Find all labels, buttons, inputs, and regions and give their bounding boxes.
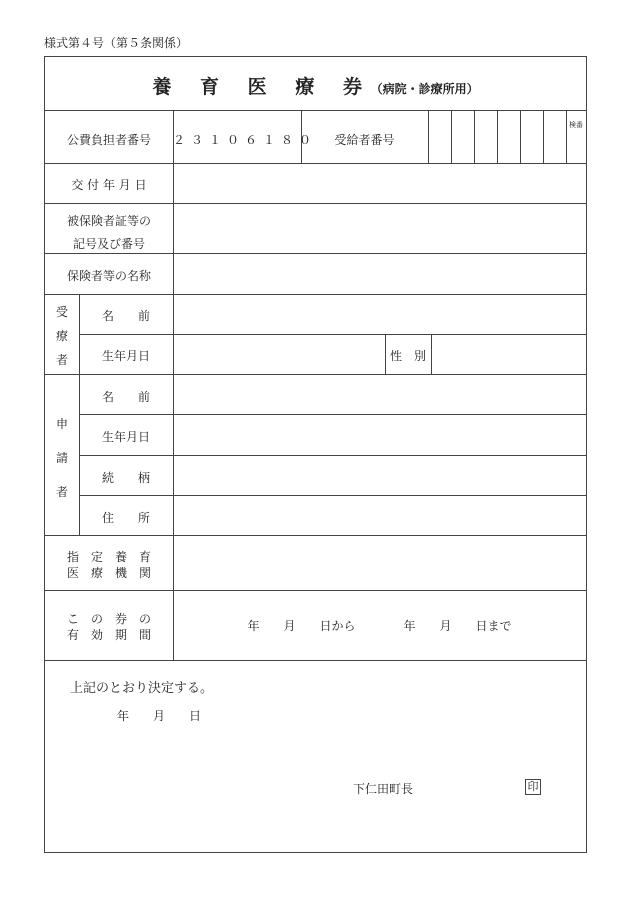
group-char: 者 <box>55 353 68 367</box>
form-title <box>45 72 586 99</box>
applicant-birth-label: 生年月日 <box>101 430 150 444</box>
patient-name-label: 名 前 <box>101 309 150 323</box>
group-char: 者 <box>55 485 68 499</box>
decision-date: 年 月 日 <box>117 709 202 723</box>
validity-label-line2: 有 効 期 間 <box>66 628 151 642</box>
digit-box-divider <box>497 110 498 163</box>
column-divider <box>173 110 174 660</box>
applicant-group-label <box>45 407 79 509</box>
mayor-title: 下仁田町長 <box>353 782 414 796</box>
patient-birth-label: 生年月日 <box>101 349 150 363</box>
divider <box>79 414 586 415</box>
applicant-address-label: 住 所 <box>101 511 150 525</box>
digit-box-divider <box>474 110 475 163</box>
digit-box-divider <box>566 110 567 163</box>
validity-period-text: 年 月 日から 年 月 日まで <box>247 619 512 633</box>
divider <box>45 590 586 591</box>
insurance-id-label-line2: 記号及び番号 <box>72 237 145 251</box>
decision-statement: 上記のとおり決定する。 <box>70 681 214 696</box>
burden-number-label: 公費負担者番号 <box>66 133 151 147</box>
title-char: 育 <box>200 76 221 98</box>
patient-sex-label: 性 別 <box>389 349 426 363</box>
form-number-label: 様式第４号（第５条関係） <box>44 36 189 50</box>
patient-group-label <box>45 300 79 372</box>
insurance-id-label-line1: 被保険者証等の <box>66 214 151 228</box>
issue-date-label: 交 付 年 月 日 <box>71 178 147 192</box>
title-char: 券 <box>342 76 363 98</box>
column-divider <box>79 294 80 535</box>
divider <box>45 253 586 254</box>
seal-mark: 印 <box>525 779 541 795</box>
divider <box>45 110 586 111</box>
group-char: 申 <box>55 417 68 431</box>
divider <box>79 455 586 456</box>
form-subtitle: （病院・診療所用） <box>370 82 479 96</box>
applicant-name-label: 名 前 <box>101 390 150 404</box>
form-frame <box>44 56 587 853</box>
group-char: 請 <box>55 451 68 465</box>
burden-number-value: ２３１０６１８０ <box>173 133 318 147</box>
divider <box>79 334 586 335</box>
column-divider <box>428 110 429 163</box>
group-char: 療 <box>55 329 68 343</box>
validity-label-line1: こ の 券 の <box>66 612 151 626</box>
applicant-relation-label: 続 柄 <box>101 471 150 485</box>
designated-institution-label-line2: 医 療 機 関 <box>66 566 151 580</box>
column-divider <box>431 334 432 374</box>
title-char: 療 <box>295 76 316 98</box>
check-digit-label: 検番 <box>569 121 583 129</box>
digit-box-divider <box>520 110 521 163</box>
insurer-name-label: 保険者等の名称 <box>66 269 151 283</box>
divider <box>45 163 586 164</box>
digit-box-divider <box>543 110 544 163</box>
divider <box>45 294 586 295</box>
divider <box>79 495 586 496</box>
title-char: 養 <box>152 76 173 98</box>
title-char: 医 <box>247 76 268 98</box>
divider <box>45 660 586 661</box>
divider <box>45 203 586 204</box>
designated-institution-label-line1: 指 定 養 育 <box>66 550 151 564</box>
group-char: 受 <box>55 305 68 319</box>
digit-box-divider <box>451 110 452 163</box>
recipient-number-label: 受給者番号 <box>334 133 395 147</box>
divider <box>45 535 586 536</box>
divider <box>45 374 586 375</box>
